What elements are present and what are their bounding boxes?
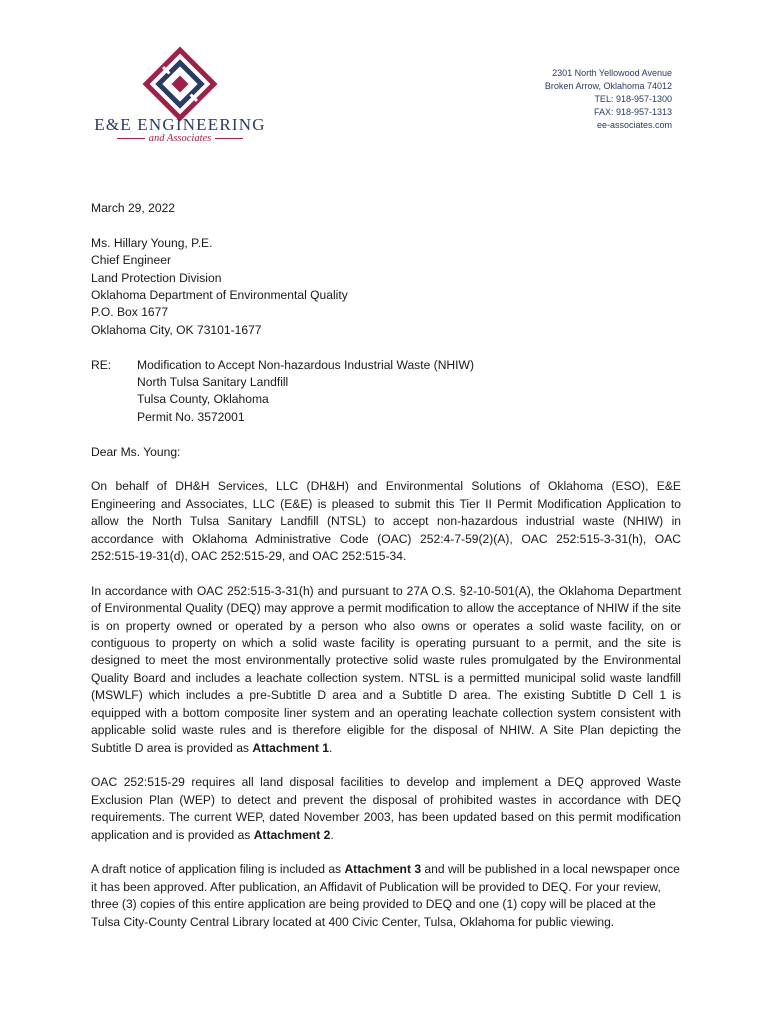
paragraph-4-text: and will be published in a local newspaper once it has been approved. After publication, an Affidavit of Publication will be provided to DEQ. For your review, three (3) copies of this entire application are being provided to DEQ and one (1) copy will be placed at the Tulsa City-County Central Library located at 400 Civic Center, Tulsa, Oklahoma for public viewing. xyxy=(91,862,680,929)
address-fax: FAX: 918-957-1313 xyxy=(593,107,672,117)
address-city: Broken Arrow, Oklahoma 74012 xyxy=(544,81,672,91)
recipient-line: Chief Engineer xyxy=(91,253,172,268)
re-lines xyxy=(137,357,474,427)
salutation: Dear Ms. Young: xyxy=(91,444,181,459)
recipient-block xyxy=(91,235,681,339)
company-name: E&E ENGINEERING xyxy=(94,115,266,134)
recipient-line: P.O. Box 1677 xyxy=(91,305,169,320)
paragraph-2-text: In accordance with OAC 252:515-3-31(h) and pursuant to 27A O.S. §2-10-501(A), the Oklahoma Department of Environmental Quality (DEQ) may approve a permit modification to allow the acceptance of NHIW if the site is on property owned or operated by a person who also owns or operates a solid waste facility, on or contiguous to property on which a solid waste facility is operating pursuant to a permit, and the site is designed to meet the most environmentally protective solid waste rules promulgated by the Environmental Quality Board and includes a leachate collection system. NTSL is a permitted municipal solid waste landfill (MSWLF) which includes a pre-Subtitle D area and a Subtitle D area. The existing Subtitle D Cell 1 is equipped with a bottom composite liner system and an operating leachate collection system consistent with applicable solid waste rules and is therefore eligible for the disposal of NHIW. A Site Plan depicting the Subtitle D area is provided as xyxy=(91,583,681,755)
re-line: Tulsa County, Oklahoma xyxy=(137,392,269,407)
re-line: Permit No. 3572001 xyxy=(137,409,245,424)
letter-date: March 29, 2022 xyxy=(91,201,176,215)
attachment-2-ref: Attachment 2 xyxy=(253,827,331,842)
paragraph-4-start: A draft notice of application filing is included as xyxy=(91,862,345,877)
attachment-3-ref: Attachment 3 xyxy=(344,862,422,877)
recipient-line: Oklahoma City, OK 73101-1677 xyxy=(91,322,262,337)
recipient-line: Oklahoma Department of Environmental Quality xyxy=(91,288,348,303)
paragraph-3 xyxy=(91,774,681,844)
company-address xyxy=(545,67,672,132)
company-subtitle xyxy=(88,133,272,144)
re-block xyxy=(91,357,681,427)
letter-body xyxy=(91,200,681,948)
paragraph-1: On behalf of DH&H Services, LLC (DH&H) and Environmental Solutions of Oklahoma (ESO), E&E Engineering and Associates, LLC (E&E) is pleased to submit this Tier II Permit Modification Application to allow the North Tulsa Sanitary Landfill (NTSL) to accept non-hazardous industrial waste (NHIW) in accordance with Oklahoma Administrative Code (OAC) 252:4-7-59(2)(A), OAC 252:515-3-31(h), OAC 252:515-19-31(d), OAC 252:515-29, and OAC 252:515-34. xyxy=(91,479,681,564)
paragraph-3-text: OAC 252:515-29 requires all land disposal facilities to develop and implement a DEQ approved Waste Exclusion Plan (WEP) to detect and prevent the disposal of prohibited wastes in accordance with DEQ requirements. The current WEP, dated November 2003, has been updated based on this permit modification application and is provided as xyxy=(91,775,681,842)
recipient-line: Ms. Hillary Young, P.E. xyxy=(91,235,213,250)
paragraph-2-end: . xyxy=(328,740,333,755)
company-logo-mark xyxy=(142,46,218,122)
paragraph-4 xyxy=(91,861,681,931)
re-label: RE: xyxy=(91,357,112,372)
company-subtitle-text: and Associates xyxy=(148,133,212,144)
address-website: ee-associates.com xyxy=(596,120,672,130)
re-line: Modification to Accept Non-hazardous Industrial Waste (NHIW) xyxy=(137,357,474,372)
paragraph-2 xyxy=(91,583,681,757)
paragraph-3-end: . xyxy=(330,827,334,842)
address-tel: TEL: 918-957-1300 xyxy=(594,94,672,104)
re-line: North Tulsa Sanitary Landfill xyxy=(137,375,289,390)
recipient-line: Land Protection Division xyxy=(91,270,222,285)
subtitle-rule-right xyxy=(215,138,243,139)
attachment-1-ref: Attachment 1 xyxy=(252,740,329,755)
subtitle-rule-left xyxy=(117,138,145,139)
address-street: 2301 North Yellowood Avenue xyxy=(552,68,672,78)
